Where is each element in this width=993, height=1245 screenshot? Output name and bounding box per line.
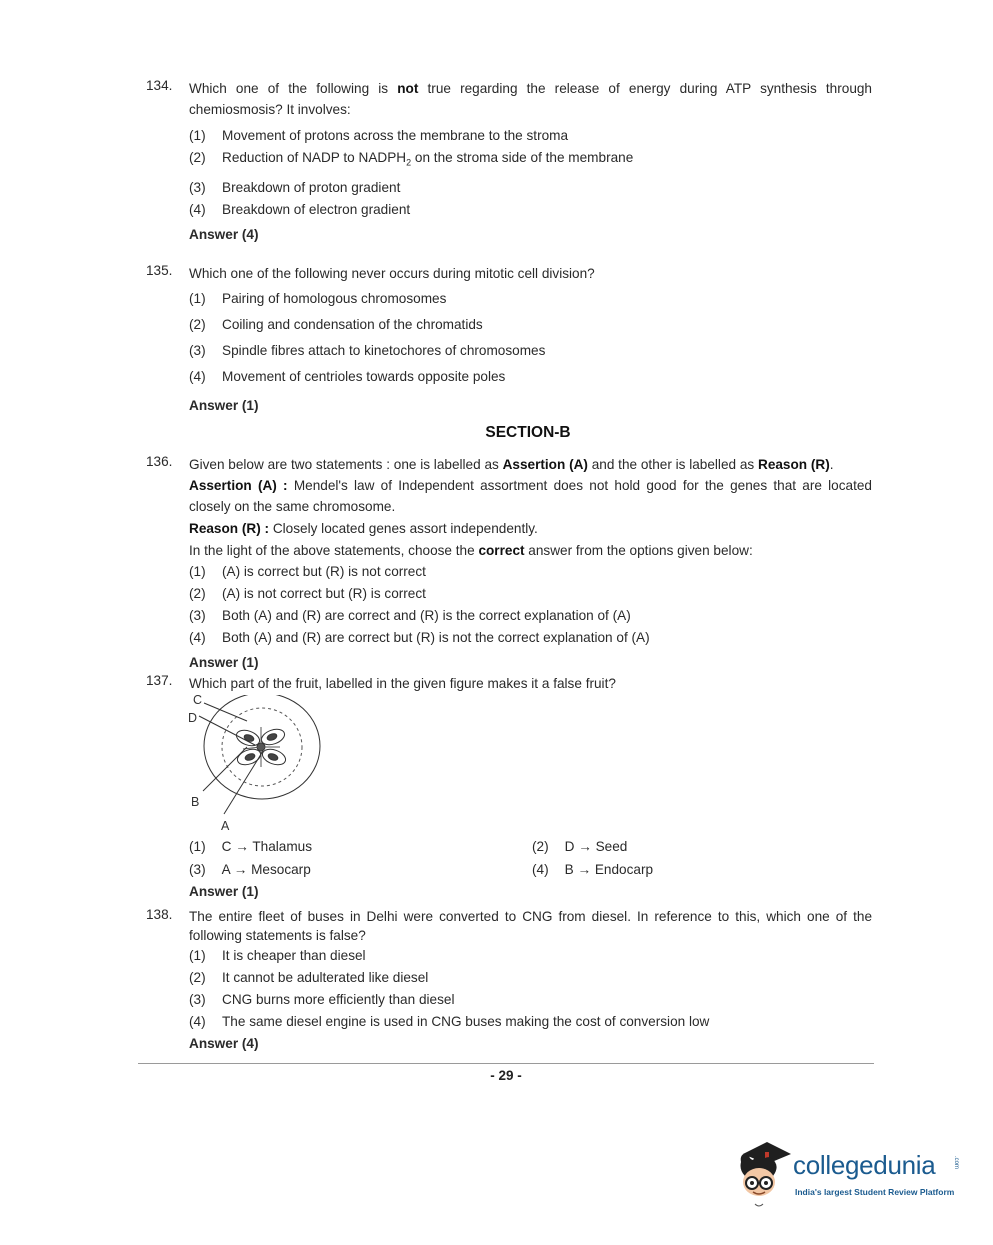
false-fruit-diagram: [185, 695, 335, 845]
option-4: (4) Breakdown of electron gradient: [189, 202, 411, 217]
question-number: 137.: [146, 673, 173, 688]
question-stem: The entire fleet of buses in Delhi were converted to CNG from diesel. In reference to this, which one of the following statements is false?: [189, 909, 872, 943]
option-3: (3) Both (A) and (R) are correct and (R) is the correct explanation of (A): [189, 608, 631, 623]
section-heading: SECTION-B: [485, 424, 571, 441]
mascot-icon: [735, 1138, 793, 1213]
core-lines: [243, 727, 280, 767]
question-138: [146, 907, 872, 1054]
pointer-line-a: [224, 751, 263, 814]
question-number: 138.: [146, 907, 173, 922]
option-1: (1) Movement of protons across the membrane to the stroma: [189, 128, 569, 143]
option-2: (2) (A) is not correct but (R) is correct: [189, 586, 426, 601]
seed: [244, 752, 255, 761]
q137-option-3: (3) A → Mesocarp: [189, 862, 311, 877]
question-stem: Which one of the following never occurs during mitotic cell division?: [189, 266, 595, 281]
option-3: (3) Breakdown of proton gradient: [189, 180, 401, 195]
option-2: (2) It cannot be adulterated like diesel: [189, 970, 429, 985]
option-3: (3) Spindle fibres attach to kinetochores of chromosomes: [189, 343, 546, 358]
question-134: [146, 78, 872, 245]
question-137: [146, 673, 872, 694]
figure-label-a: A: [221, 819, 230, 833]
option-4: (4) Movement of centrioles towards opposite poles: [189, 369, 506, 384]
question-stem: Which one of the following is not true regarding the release of energy during ATP synthesis through chemiosmosis? It involves:: [189, 81, 872, 117]
seed: [243, 733, 254, 742]
option-2: (2) Coiling and condensation of the chromatids: [189, 317, 483, 332]
answer: Answer (1): [189, 398, 259, 413]
answer: Answer (4): [189, 227, 259, 242]
figure-label-c: C: [193, 693, 203, 707]
question-number: 135.: [146, 263, 173, 278]
page-number: - 29 -: [490, 1068, 522, 1083]
assertion-statement: Assertion (A) : Mendel's law of Independent assortment does not hold good for the genes that are located closely on the same chromosome.: [189, 478, 872, 514]
answer: Answer (4): [189, 1036, 259, 1051]
option-4: (4) Both (A) and (R) are correct but (R) is not the correct explanation of (A): [189, 630, 650, 645]
logo-tagline: India's largest Student Review Platform: [795, 1187, 955, 1197]
option-2: (2) Reduction of NADP to $NADPH_2$ on the stroma side of the membrane: [189, 150, 634, 168]
question-stem: Given below are two statements : one is labelled as Assertion (A) and the other is labelled as Reason (R).: [189, 457, 834, 472]
figure-label-b: B: [191, 795, 200, 809]
seed: [267, 752, 278, 761]
footer-divider: [138, 1063, 874, 1064]
q137-option-1: (1) C → Thalamus: [189, 839, 313, 854]
option-1: (1) (A) is correct but (R) is not correct: [189, 564, 426, 579]
q137-option-2: (2) D → Seed: [532, 839, 628, 854]
q137-option-4: (4) B → Endocarp: [532, 862, 654, 877]
seed: [266, 732, 277, 741]
q137-answer: Answer (1): [189, 884, 259, 899]
logo-wordmark: collegedunia: [793, 1150, 936, 1180]
option-1: (1) It is cheaper than diesel: [189, 948, 366, 963]
answer: Answer (1): [189, 655, 259, 670]
question-stem: Which part of the fruit, labelled in the given figure makes it a false fruit?: [189, 676, 616, 691]
question-135: [146, 263, 872, 416]
option-3: (3) CNG burns more efficiently than diesel: [189, 992, 455, 1007]
figure-label-d: D: [188, 711, 198, 725]
option-4: (4) The same diesel engine is used in CNG buses making the cost of conversion low: [189, 1014, 710, 1029]
reason-statement: Reason (R) : Closely located genes assort independently.: [189, 521, 538, 536]
question-number: 136.: [146, 454, 173, 469]
question-number: 134.: [146, 78, 173, 93]
question-136: [146, 454, 872, 673]
logo-domain-suffix: .com: [953, 1156, 959, 1170]
instruction: In the light of the above statements, choose the correct answer from the options given below:: [189, 543, 753, 558]
option-1: (1) Pairing of homologous chromosomes: [189, 291, 447, 306]
collegedunia-logo: [735, 1138, 965, 1213]
pointer-line-c: [204, 703, 247, 721]
